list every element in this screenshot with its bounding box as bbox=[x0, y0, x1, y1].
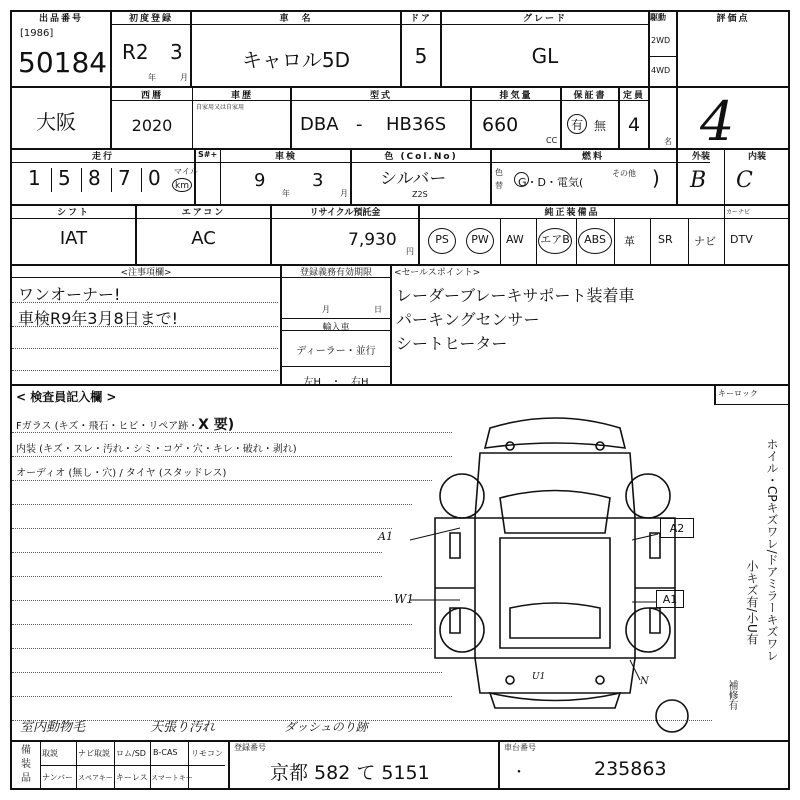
km-label: km bbox=[172, 178, 192, 192]
equip-leather: 革 bbox=[624, 235, 635, 248]
equipment-header: 純正装備品 bbox=[544, 208, 600, 218]
warranty-no: 無 bbox=[594, 119, 607, 133]
interior-line: 内装 (キズ・スレ・汚れ・シミ・コゲ・穴・キレ・破れ・剥れ) bbox=[16, 444, 297, 455]
mileage-digits bbox=[24, 166, 174, 196]
year-header: 西暦 bbox=[140, 91, 163, 101]
equip-pw: PW bbox=[466, 228, 494, 254]
mark-a1-right: A1 bbox=[656, 590, 684, 608]
equip-navi: ナビ bbox=[694, 235, 716, 248]
equip-airbag: エアB bbox=[538, 228, 572, 254]
dealer-parallel: ディーラー・並行 bbox=[296, 346, 376, 357]
chassis-dot: ・ bbox=[512, 765, 526, 781]
equip-sr: SR bbox=[658, 233, 673, 246]
chassis-header: 車台番号 bbox=[504, 743, 536, 752]
sales-header: <セールスポイント> bbox=[394, 268, 481, 278]
sales-line-3: シートヒーター bbox=[396, 334, 508, 353]
plate-header: 登録番号 bbox=[234, 743, 266, 752]
windshield-line bbox=[16, 414, 234, 434]
lot-number: 50184 bbox=[18, 46, 108, 79]
item-number-plate: ナンバー bbox=[42, 773, 74, 782]
equipment-list bbox=[424, 228, 788, 256]
car-navi-header: カーナビ bbox=[726, 209, 751, 216]
inspector-header: < 検査員記入欄 > bbox=[16, 390, 117, 404]
rating-header: 評価点 bbox=[716, 14, 750, 24]
caution-line-1: ワンオーナー! bbox=[18, 285, 121, 304]
sales-line-2: パーキングセンサー bbox=[396, 310, 540, 329]
mileage-separator bbox=[141, 168, 142, 192]
capacity-header: 定員 bbox=[622, 91, 645, 101]
equip-abs: ABS bbox=[578, 228, 612, 254]
side-note-3: 補修有 bbox=[726, 680, 737, 710]
history-header: 車歴 bbox=[230, 91, 253, 101]
color-code: Z2S bbox=[412, 190, 428, 199]
ac-header: エアコン bbox=[181, 208, 226, 218]
ext-grade: B bbox=[690, 168, 707, 193]
steering-side: 左H ・ 右H bbox=[303, 377, 369, 388]
first-reg-month: 3 bbox=[170, 40, 183, 64]
insp-year: 9 bbox=[254, 170, 266, 191]
capacity-unit: 名 bbox=[664, 137, 672, 146]
color-change: 色替 bbox=[495, 168, 503, 190]
equip-label: 備 装 品 bbox=[21, 745, 31, 784]
car-name: キャロル5D bbox=[241, 48, 351, 72]
recycle-header: リサイクル預託金 bbox=[309, 208, 381, 218]
lot-header: 出品番号 bbox=[38, 14, 83, 24]
insp-year-label: 年 bbox=[282, 189, 290, 198]
capacity: 4 bbox=[628, 114, 641, 136]
inspection-header: 車検 bbox=[274, 152, 297, 162]
yen-label: 円 bbox=[406, 247, 414, 256]
cc-label: CC bbox=[546, 136, 558, 145]
car-name-header: 車 名 bbox=[279, 14, 313, 24]
reg-month-label: 月 bbox=[322, 305, 330, 314]
era: R2 bbox=[122, 40, 149, 64]
recycle-amount: 7,930 bbox=[348, 230, 397, 250]
history-note: 自家用又は自家用 bbox=[196, 104, 245, 111]
model-code: HB36S bbox=[386, 114, 447, 135]
fuel-close: ) bbox=[652, 166, 660, 190]
ext-header: 外装 bbox=[691, 152, 710, 162]
mileage-digit: 7 bbox=[118, 166, 131, 190]
hand-note-2: 天張り汚れ bbox=[150, 720, 216, 735]
equip-dtv: DTV bbox=[730, 233, 753, 246]
doors: 5 bbox=[414, 44, 428, 68]
mileage-separator bbox=[81, 168, 82, 192]
item-rom-sd: ロム/SD bbox=[116, 749, 146, 758]
spare-wheel bbox=[656, 700, 688, 732]
plate-number: 京都 582 て 5151 bbox=[270, 762, 430, 784]
hand-note-1: 室内動物毛 bbox=[20, 720, 86, 735]
windshield-mark: X 要) bbox=[198, 417, 235, 433]
mark-a2: A2 bbox=[660, 518, 694, 538]
mark-u1: U1 bbox=[532, 672, 546, 682]
mark-w1: W1 bbox=[394, 592, 414, 606]
mileage-header: 走行 bbox=[91, 152, 114, 162]
fuel-header: 燃料 bbox=[581, 152, 604, 162]
chassis-number: 235863 bbox=[594, 758, 667, 780]
item-manual: 取説 bbox=[42, 749, 58, 758]
int-header: 内装 bbox=[747, 152, 766, 162]
model-dash: - bbox=[356, 114, 363, 135]
shift-header: シフト bbox=[56, 208, 90, 218]
item-navi-manual: ナビ取説 bbox=[78, 749, 110, 758]
lot-sub: [1986] bbox=[20, 28, 54, 39]
model-header: 型式 bbox=[369, 91, 392, 101]
grade: GL bbox=[531, 44, 559, 68]
mileage-digit: 8 bbox=[88, 166, 101, 190]
shift: IAT bbox=[59, 228, 88, 249]
region: 大阪 bbox=[36, 110, 76, 134]
reg-expiry-header: 登録義務有効期限 bbox=[299, 268, 372, 278]
door-header: ドア bbox=[410, 14, 432, 24]
displacement: 660 bbox=[482, 114, 519, 136]
color-header: 色 (Col.No) bbox=[384, 152, 458, 162]
hand-note-3: ダッシュのり跡 bbox=[284, 720, 368, 734]
equip-aw: AW bbox=[506, 233, 524, 246]
rating: 4 bbox=[700, 90, 735, 153]
item-bcas: B-CAS bbox=[153, 748, 178, 757]
rear-bumper-shape bbox=[490, 693, 620, 708]
side-note-2: 小キズ有/小U有 bbox=[745, 560, 759, 645]
item-spare-key: スペアキー bbox=[78, 774, 113, 782]
side-note-1: ホイル・CPキズワレ/ドアミラーキズワレ bbox=[765, 438, 779, 662]
drive-2wd: 2WD bbox=[651, 36, 671, 45]
color: シルバー bbox=[380, 169, 447, 189]
drive-4wd: 4WD bbox=[651, 66, 671, 75]
mileage-digit: 1 bbox=[28, 166, 41, 190]
model-prefix: DBA bbox=[300, 114, 339, 135]
item-remote: リモコン bbox=[191, 749, 223, 758]
year-label: 年 bbox=[148, 73, 156, 82]
mileage-digit: 5 bbox=[58, 166, 71, 190]
key-lock-header: キーロック bbox=[718, 389, 758, 398]
mark-n: N bbox=[640, 676, 649, 687]
insp-month: 3 bbox=[312, 170, 324, 191]
import-header: 輸入車 bbox=[322, 323, 350, 333]
caution-line-2: 車検R9年3月8日まで! bbox=[18, 309, 179, 328]
item-keyless: キーレス bbox=[116, 773, 148, 782]
hood-shape bbox=[475, 453, 635, 518]
int-grade: C bbox=[736, 168, 753, 193]
reg-day-label: 日 bbox=[374, 305, 382, 314]
displacement-header: 排気量 bbox=[499, 91, 533, 101]
fuel-options: G・D・電気( bbox=[518, 176, 584, 189]
sharp-header: S#+ bbox=[198, 150, 218, 159]
caution-header: <注事項欄> bbox=[120, 268, 172, 278]
equip-ps: PS bbox=[428, 228, 456, 254]
mileage-digit: 0 bbox=[148, 166, 161, 190]
windshield-text: Fガラス (キズ・飛石・ヒビ・リペア跡・ bbox=[16, 421, 199, 432]
grade-header: グレード bbox=[522, 14, 567, 24]
mileage-separator bbox=[111, 168, 112, 192]
item-smart-key: スマートキー bbox=[151, 774, 193, 782]
insp-month-label: 月 bbox=[340, 189, 348, 198]
fuel-other: その他 bbox=[612, 169, 636, 178]
drive-header: 駆動 bbox=[650, 13, 666, 22]
warranty-yes: 有 bbox=[567, 114, 587, 134]
mark-a1-left: A1 bbox=[378, 530, 393, 543]
ac: AC bbox=[191, 228, 216, 249]
sales-line-1: レーダーブレーキサポート装着車 bbox=[396, 286, 635, 305]
mileage-separator bbox=[51, 168, 52, 192]
mile-label: マイル bbox=[174, 167, 198, 176]
audio-tire-line: オーディオ (無し・穴) / タイヤ (スタッドレス) bbox=[16, 468, 227, 479]
leader-lines bbox=[400, 520, 670, 690]
month-label: 月 bbox=[180, 73, 188, 82]
model-year: 2020 bbox=[131, 116, 173, 135]
first-reg-header: 初度登録 bbox=[128, 14, 173, 24]
warranty-header: 保証書 bbox=[573, 91, 607, 101]
